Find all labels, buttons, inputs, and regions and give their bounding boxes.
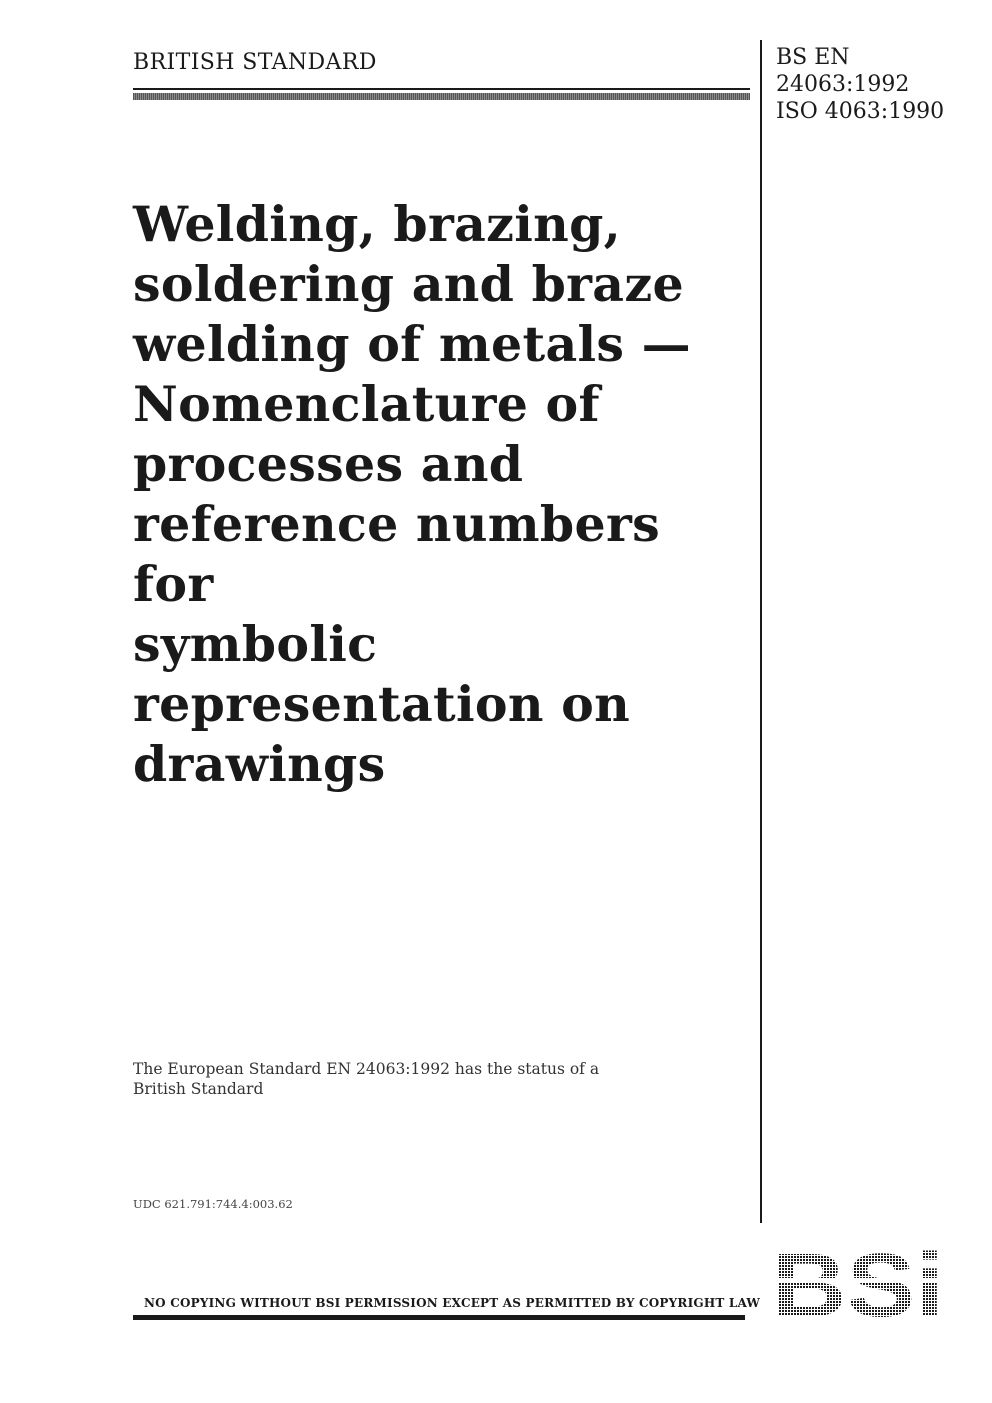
document-title [133,194,748,794]
identifier-bs-en: BS EN [776,45,850,70]
title-line: drawings [133,735,386,793]
standard-identifiers [776,44,944,125]
copyright-notice: NO COPYING WITHOUT BSI PERMISSION EXCEPT AS PERMITTED BY COPYRIGHT LAW [144,1296,761,1310]
identifier-iso: ISO 4063:1990 [776,99,945,124]
document-type-label: BRITISH STANDARD [133,50,377,75]
title-line: representation on [133,675,631,733]
title-line: Nomenclature of [133,375,600,433]
header-rule-thin [133,88,750,90]
footer-rule [133,1315,745,1320]
title-line: Welding, brazing, [133,195,622,253]
header-rule-thick [133,93,750,100]
title-line: reference numbers for [133,495,660,613]
udc-code: UDC 621.791:744.4:003.62 [133,1197,293,1211]
title-line: welding of metals — [133,315,691,373]
title-line: processes and [133,435,524,493]
status-line: The European Standard EN 24063:1992 has the status of a [133,1060,600,1078]
status-statement [133,1059,733,1099]
bsi-logo-icon [770,1244,946,1320]
title-line: soldering and braze [133,255,684,313]
title-line: symbolic [133,615,378,673]
identifier-number: 24063:1992 [776,72,910,97]
status-line: British Standard [133,1080,264,1098]
margin-vertical-rule [760,40,762,1223]
